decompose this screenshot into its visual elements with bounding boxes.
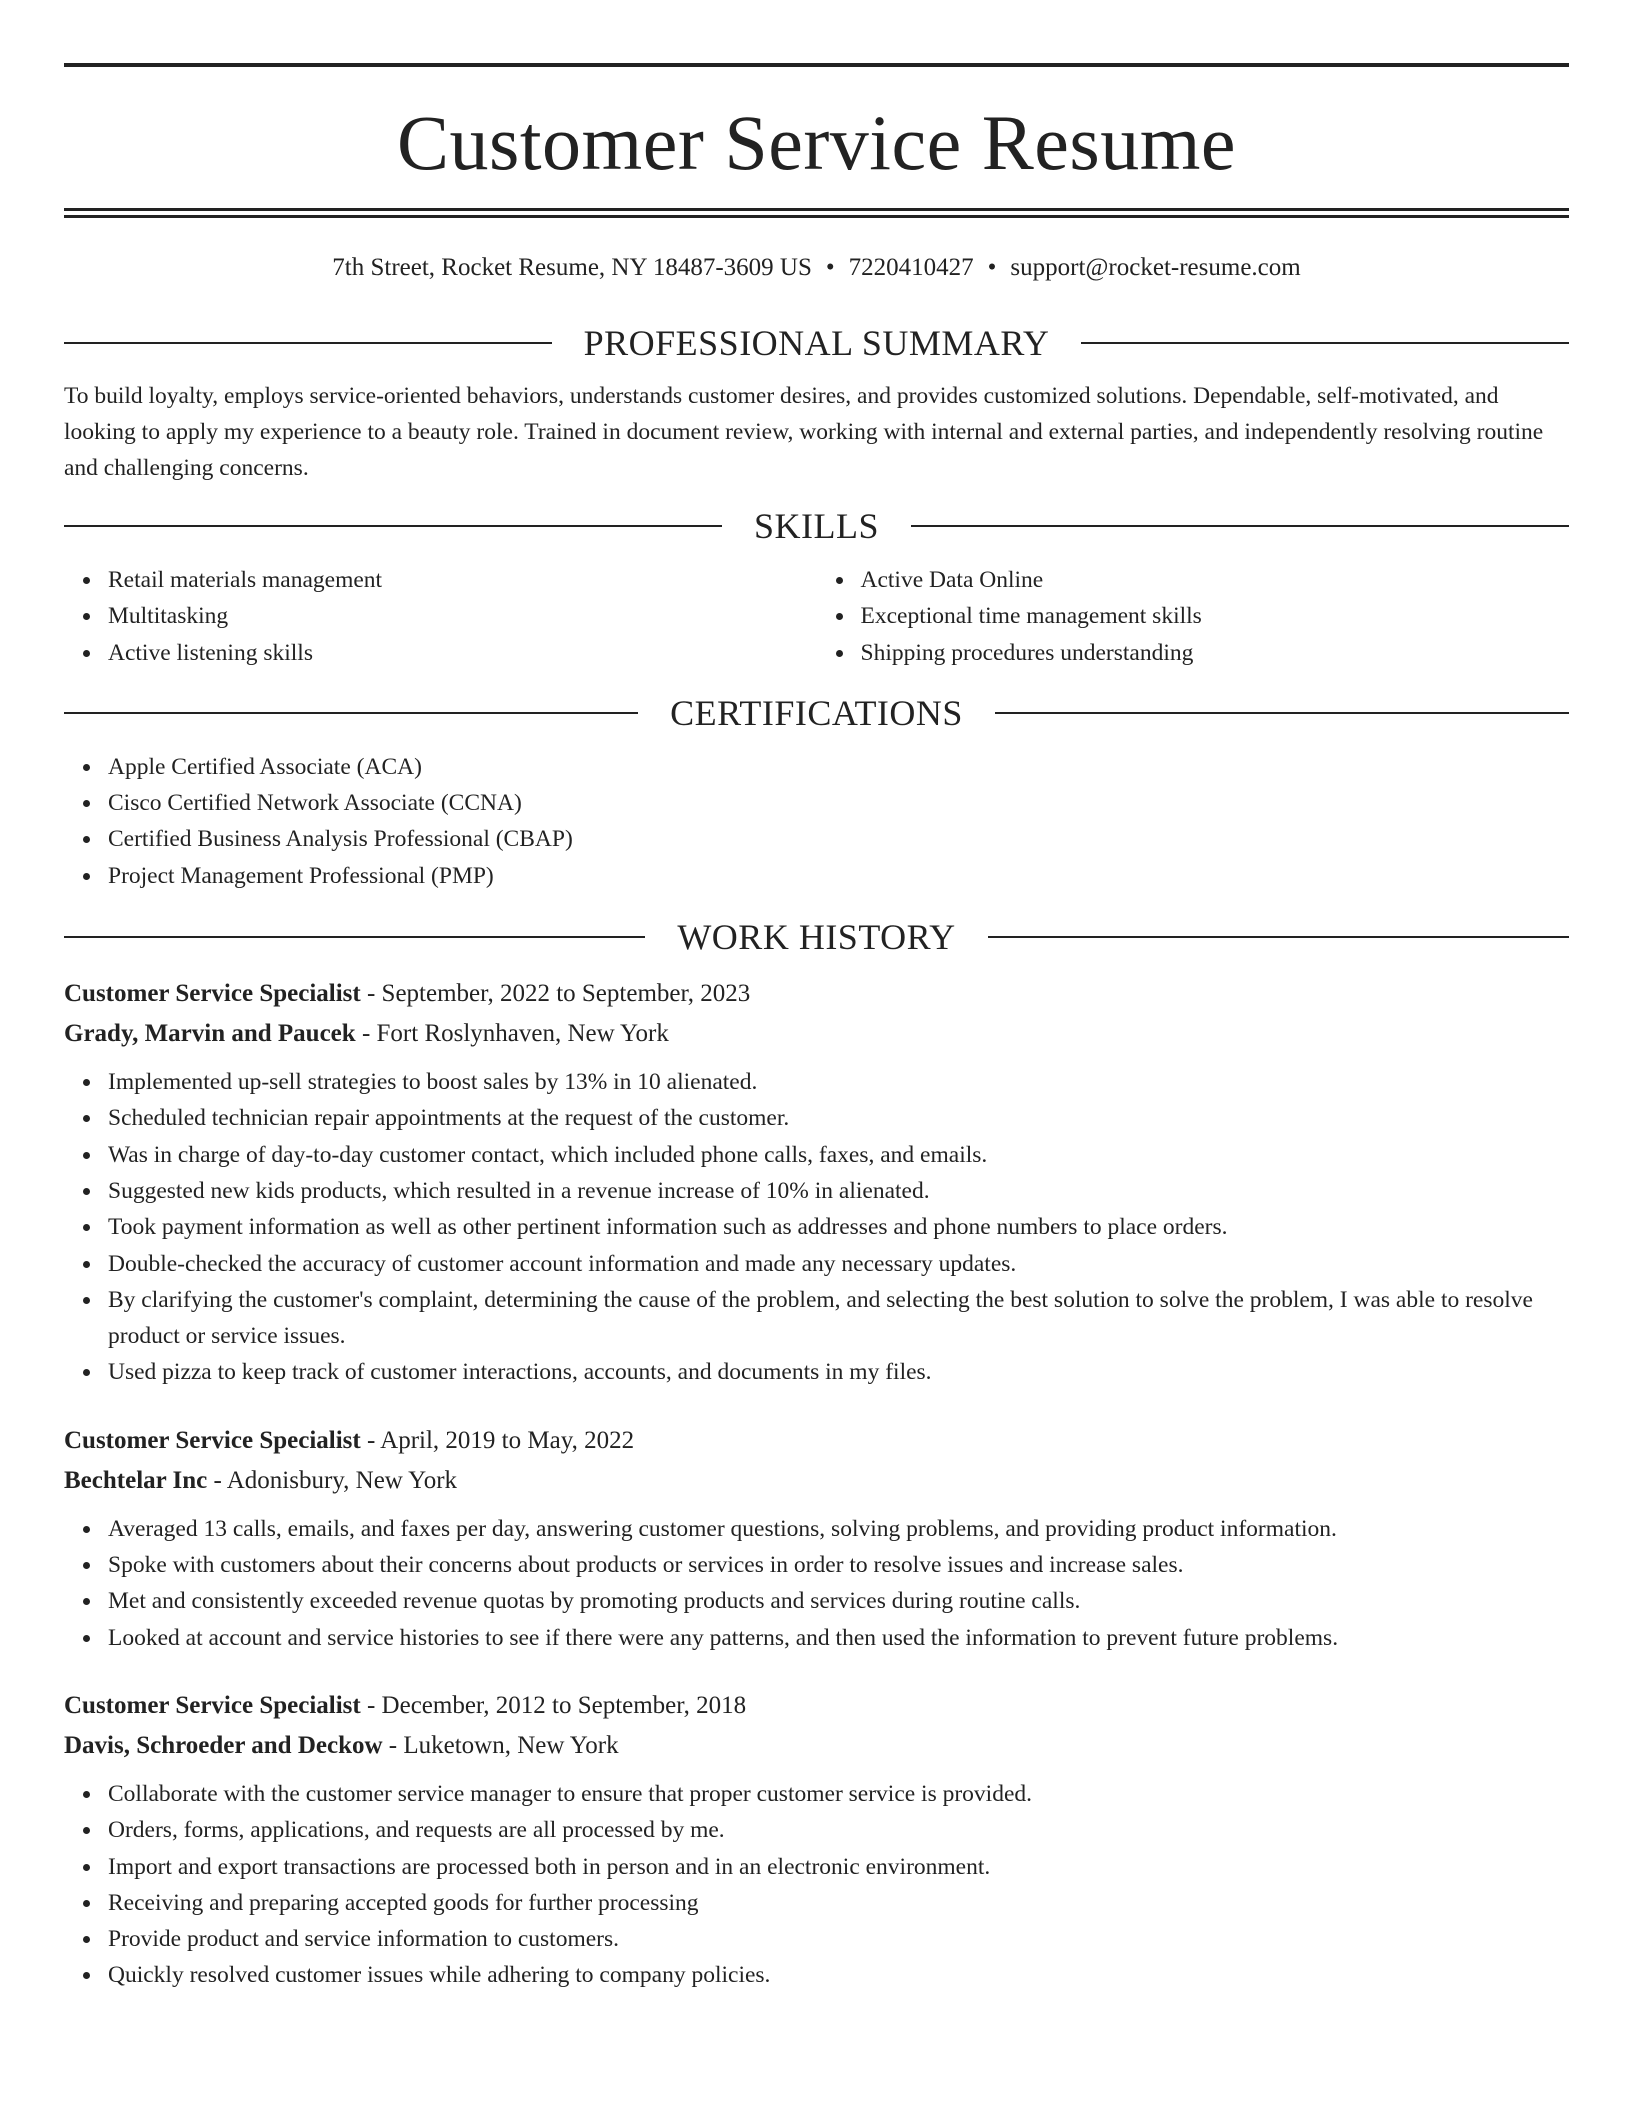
job-bullet: Scheduled technician repair appointments at the request of the customer. (108, 1100, 1569, 1136)
job-bullet: Implemented up-sell strategies to boost sales by 13% in 10 alienated. (108, 1064, 1569, 1100)
heading-rule (64, 936, 645, 938)
skill-item: Shipping procedures understanding (861, 635, 1570, 671)
skill-item: Exceptional time management skills (861, 598, 1570, 634)
job-entry (64, 974, 1569, 1391)
heading-rule (911, 525, 1569, 527)
job-company: Bechtelar Inc (64, 1466, 208, 1494)
job-bullet: Used pizza to keep track of customer interactions, accounts, and documents in my files. (108, 1354, 1569, 1390)
job-company-line (64, 1726, 1569, 1766)
job-bullet: Collaborate with the customer service manager to ensure that proper customer service is provided. (108, 1776, 1569, 1812)
summary-text: To build loyalty, employs service-oriented behaviors, understands customer desires, and provides customized solutions. Dependable, self-motivated, and looking to apply my experience to a beauty role. Trained in document review, working with internal and external parties, and independently resolving routine and challenging concerns. (64, 383, 1544, 481)
skills-heading (64, 501, 1569, 551)
job-dates: - September, 2022 to September, 2023 (360, 980, 751, 1008)
job-company-line (64, 1461, 1569, 1501)
job-title-line (64, 1421, 1569, 1461)
summary-heading-label: PROFESSIONAL SUMMARY (583, 323, 1050, 363)
job-company: Davis, Schroeder and Deckow (64, 1731, 383, 1759)
job-company: Grady, Marvin and Paucek (64, 1020, 356, 1048)
job-entry (64, 1686, 1569, 1994)
job-bullet: Looked at account and service histories to see if there were any patterns, and then used the information to prevent future problems. (108, 1620, 1569, 1656)
job-bullet: Was in charge of day-to-day customer contact, which included phone calls, faxes, and emails. (108, 1137, 1569, 1173)
phone: 7220410427 (848, 254, 974, 281)
heading-rule (988, 936, 1569, 938)
job-bullet: Suggested new kids products, which resulted in a revenue increase of 10% in alienated. (108, 1173, 1569, 1209)
resume-page (64, 0, 1569, 1994)
skill-item: Active Data Online (861, 562, 1570, 598)
job-location: - Adonisbury, New York (207, 1466, 458, 1494)
job-bullet: By clarifying the customer's complaint, determining the cause of the problem, and selecting the best solution to solve the problem, I was able to resolve product or service issues. (108, 1282, 1569, 1355)
certification-item: Apple Certified Associate (ACA) (108, 749, 1569, 785)
job-company-line (64, 1014, 1569, 1054)
heading-rule (64, 342, 552, 344)
heading-rule (1081, 342, 1569, 344)
contact-separator: • (987, 254, 997, 281)
work-history-heading-label: WORK HISTORY (677, 917, 956, 958)
email: support@rocket-resume.com (1010, 254, 1301, 281)
job-bullet: Met and consistently exceeded revenue quotas by promoting products and services during routine calls. (108, 1583, 1569, 1619)
heading-rule (995, 712, 1569, 714)
job-title-line (64, 974, 1569, 1014)
certifications-heading-label: CERTIFICATIONS (670, 692, 963, 733)
contact-separator: • (825, 254, 835, 281)
heading-rule (64, 525, 722, 527)
skills-list-left (64, 562, 817, 671)
resume-title: Customer Service Resume (397, 99, 1236, 186)
job-bullets (64, 1776, 1569, 1994)
skills-columns (64, 562, 1569, 671)
skill-item: Multitasking (108, 598, 817, 634)
job-dates: - December, 2012 to September, 2018 (360, 1691, 747, 1719)
title-double-rule (64, 208, 1569, 218)
address: 7th Street, Rocket Resume, NY 18487-3609 US (332, 254, 812, 281)
job-dates: - April, 2019 to May, 2022 (360, 1426, 635, 1454)
skills-list-right (817, 562, 1570, 671)
job-title: Customer Service Specialist (64, 1691, 361, 1719)
job-title-line (64, 1686, 1569, 1726)
job-location: - Fort Roslynhaven, New York (355, 1020, 669, 1048)
certification-item: Cisco Certified Network Associate (CCNA) (108, 785, 1569, 821)
certifications-heading (64, 688, 1569, 738)
job-bullet: Receiving and preparing accepted goods for further processing (108, 1885, 1569, 1921)
job-bullet: Orders, forms, applications, and requests are all processed by me. (108, 1812, 1569, 1848)
job-entry (64, 1421, 1569, 1656)
job-bullets (64, 1064, 1569, 1391)
skill-item: Active listening skills (108, 635, 817, 671)
work-history-heading (64, 912, 1569, 962)
skill-item: Retail materials management (108, 562, 817, 598)
certifications-list (64, 749, 1569, 894)
job-bullet: Provide product and service information to customers. (108, 1921, 1569, 1957)
certification-item: Certified Business Analysis Professional (CBAP) (108, 821, 1569, 857)
heading-rule (64, 712, 638, 714)
certification-item: Project Management Professional (PMP) (108, 858, 1569, 894)
job-location: - Luketown, New York (382, 1731, 619, 1759)
job-title: Customer Service Specialist (64, 1426, 361, 1454)
summary-heading (64, 318, 1569, 368)
job-bullet: Quickly resolved customer issues while adhering to company policies. (108, 1957, 1569, 1993)
skills-heading-label: SKILLS (754, 506, 880, 546)
job-bullets (64, 1511, 1569, 1656)
job-bullet: Averaged 13 calls, emails, and faxes per day, answering customer questions, solving problems, and providing product information. (108, 1511, 1569, 1547)
job-bullet: Double-checked the accuracy of customer account information and made any necessary updates. (108, 1246, 1569, 1282)
job-bullet: Took payment information as well as other pertinent information such as addresses and phone numbers to place orders. (108, 1209, 1569, 1245)
contact-line (64, 248, 1569, 288)
job-bullet: Spoke with customers about their concerns about products or services in order to resolve issues and increase sales. (108, 1547, 1569, 1583)
job-bullet: Import and export transactions are processed both in person and in an electronic environment. (108, 1849, 1569, 1885)
job-title: Customer Service Specialist (64, 980, 361, 1008)
